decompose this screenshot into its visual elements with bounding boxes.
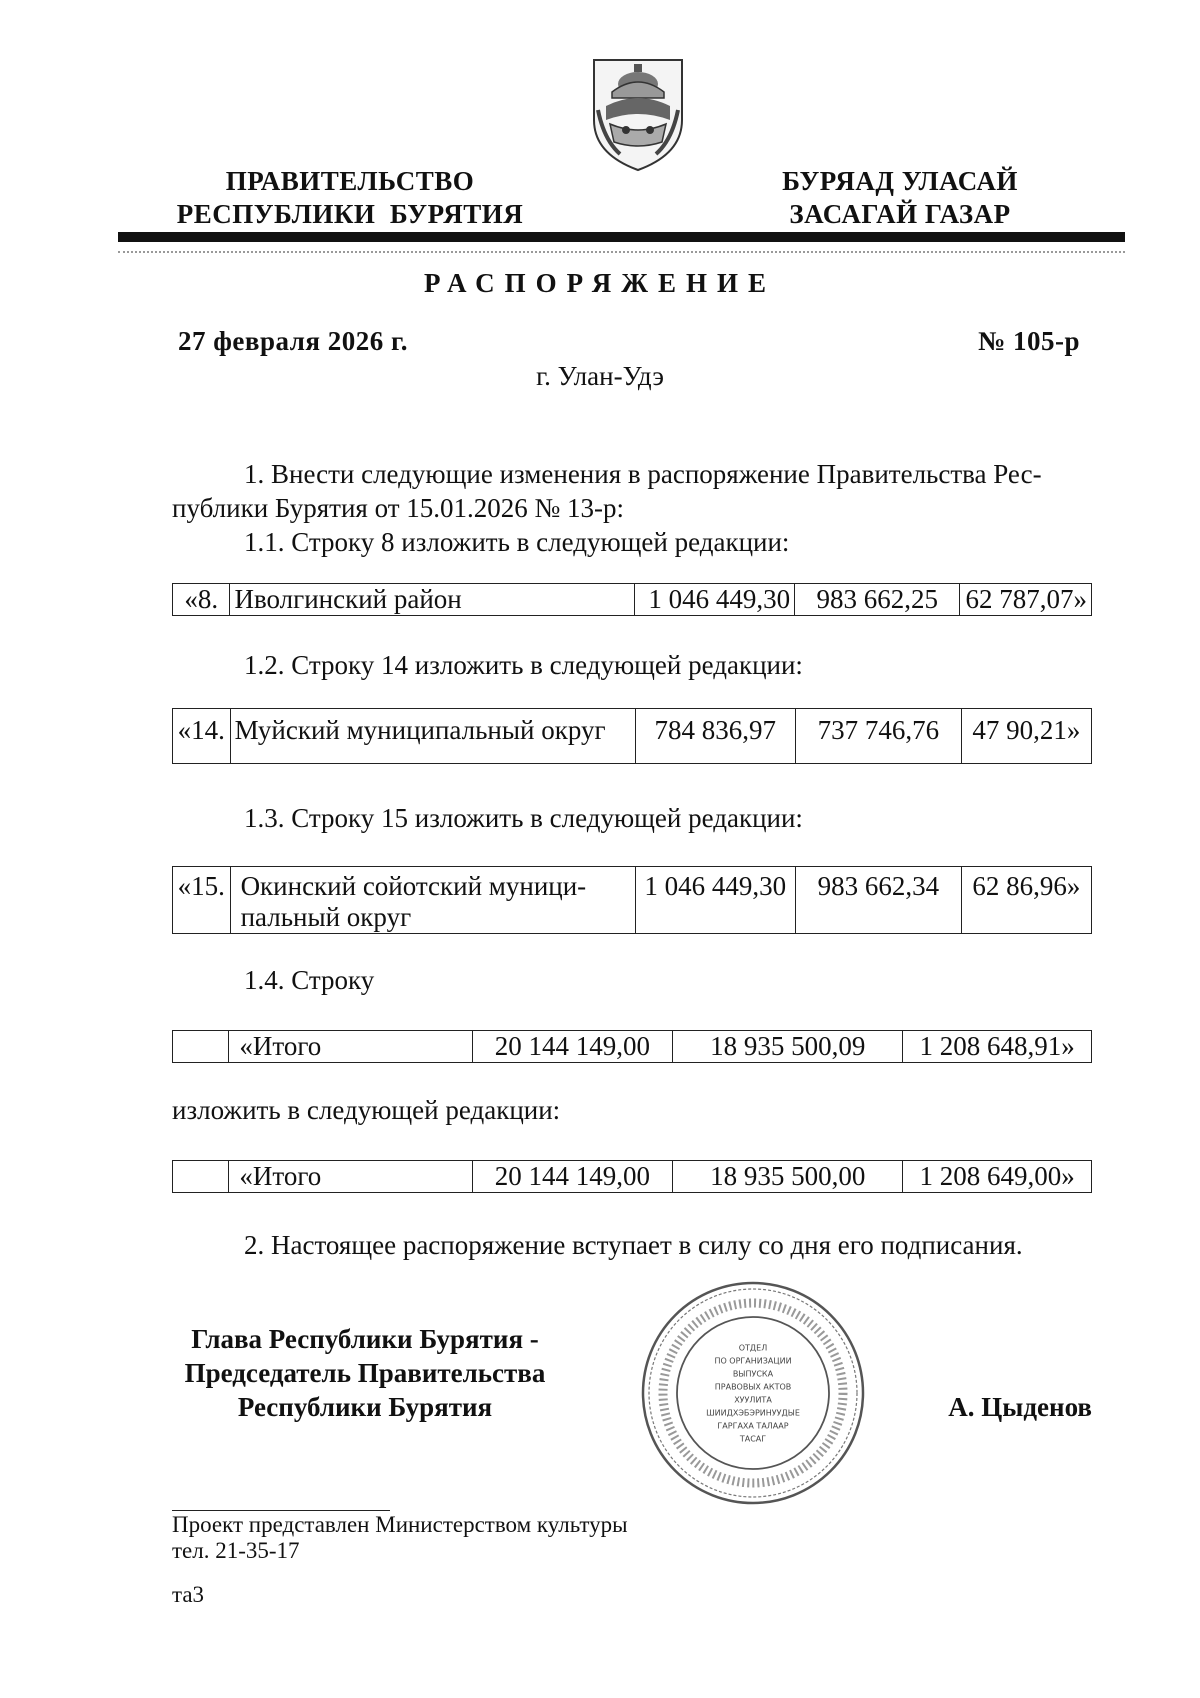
header-right xyxy=(750,165,1050,231)
cell-value-2: 737 746,76 xyxy=(796,709,962,764)
cell-number: «14. xyxy=(173,709,231,764)
header-divider-thick xyxy=(118,232,1125,242)
cell-value-2: 983 662,25 xyxy=(795,584,960,616)
cell-value-3: 62 787,07» xyxy=(960,584,1092,616)
paragraph-1-4-after: изложить в следующей редакции: xyxy=(172,1095,561,1125)
stamp-text-line: ТАСАГ xyxy=(739,1434,767,1444)
header-right-line1: БУРЯАД УЛАСАЙ xyxy=(782,166,1018,196)
paragraph-1-1: 1.1. Строку 8 изложить в следующей редакции: xyxy=(244,527,790,557)
cell-value-1: 20 144 149,00 xyxy=(472,1161,673,1193)
cell-value-3: 62 86,96» xyxy=(961,867,1091,934)
header-left-line2: РЕСПУБЛИКИ БУРЯТИЯ xyxy=(176,199,524,229)
cell-value-2: 983 662,34 xyxy=(796,867,962,934)
table-total-old xyxy=(172,1030,1092,1063)
stamp-text-line: ХУУЛИТА xyxy=(734,1395,772,1405)
stamp-text-line: ПО ОРГАНИЗАЦИИ xyxy=(714,1356,792,1366)
cell-number xyxy=(173,1161,229,1193)
table-row-8 xyxy=(172,583,1092,616)
footer-project-line: Проект представлен Министерством культуры xyxy=(172,1512,628,1537)
signature-title-line3: Республики Бурятия xyxy=(237,1392,493,1422)
cell-name-line1: Окинский сойотский муници- xyxy=(240,871,587,901)
paragraph-1-2: 1.2. Строку 14 изложить в следующей редакции: xyxy=(244,650,803,680)
cell-value-3: 1 208 649,00» xyxy=(903,1161,1092,1193)
cell-name: «Итого xyxy=(229,1161,472,1193)
cell-number: «15. xyxy=(173,867,231,934)
cell-value-1: 20 144 149,00 xyxy=(472,1031,673,1063)
cell-number xyxy=(173,1031,229,1063)
cell-name: «Итого xyxy=(229,1031,472,1063)
header-left-line1: ПРАВИТЕЛЬСТВО xyxy=(225,166,475,196)
signature-title-line2: Председатель Правительства xyxy=(184,1358,546,1388)
paragraph-1-line1: 1. Внести следующие изменения в распоряжение Правительства Рес- xyxy=(244,459,1042,489)
table-row-14 xyxy=(172,708,1092,764)
cell-value-2: 18 935 500,00 xyxy=(673,1161,903,1193)
cell-value-1: 1 046 449,30 xyxy=(634,584,794,616)
cell-value-1: 1 046 449,30 xyxy=(635,867,796,934)
footer-divider xyxy=(172,1510,390,1511)
document-title: РАСПОРЯЖЕНИЕ xyxy=(423,268,777,298)
stamp-text-line: ПРАВОВЫХ АКТОВ xyxy=(714,1382,792,1392)
table-total-new xyxy=(172,1160,1092,1193)
cell-name xyxy=(230,867,635,934)
cell-number: «8. xyxy=(173,584,230,616)
cell-value-2: 18 935 500,09 xyxy=(673,1031,903,1063)
stamp-text-line: ВЫПУСКА xyxy=(732,1369,774,1379)
cell-name: Иволгинский район xyxy=(230,584,634,616)
coat-of-arms-emblem xyxy=(590,50,686,174)
paragraph-2: 2. Настоящее распоряжение вступает в силу со дня его подписания. xyxy=(244,1230,1023,1260)
paragraph-1-4: 1.4. Строку xyxy=(244,965,375,995)
table-row xyxy=(173,867,1092,934)
footer-phone-line: тел. 21-35-17 xyxy=(172,1538,300,1563)
table-row xyxy=(173,584,1092,616)
document-date: 27 февраля 2026 г. xyxy=(178,326,408,356)
signature-title-line1: Глава Республики Бурятия - xyxy=(191,1324,539,1354)
signatory-name: А. Цыденов xyxy=(948,1392,1092,1422)
header-divider-dotted xyxy=(118,251,1125,253)
official-stamp-seal xyxy=(638,1278,868,1508)
document-number: № 105-р xyxy=(978,326,1080,356)
cell-value-3: 47 90,21» xyxy=(961,709,1091,764)
stamp-text-line: ШИИДХЭБЭРИНУУДЫЕ xyxy=(706,1408,800,1418)
table-row xyxy=(173,1161,1092,1193)
header-right-line2: ЗАСАГАЙ ГАЗАР xyxy=(789,199,1011,229)
signature-title xyxy=(170,1322,560,1424)
paragraph-1-line2: публики Бурятия от 15.01.2026 № 13-р: xyxy=(172,493,625,523)
paragraph-1 xyxy=(172,457,1092,559)
document-city: г. Улан-Удэ xyxy=(536,361,664,391)
paragraph-1-3: 1.3. Строку 15 изложить в следующей редакции: xyxy=(244,803,803,833)
cell-name-line2: пальный округ xyxy=(240,902,412,932)
table-row xyxy=(173,1031,1092,1063)
cell-name: Муйский муниципальный округ xyxy=(230,709,635,764)
stamp-text-line: ОТДЕЛ xyxy=(738,1343,768,1353)
footer-code: та3 xyxy=(172,1582,205,1607)
header-left xyxy=(160,165,540,231)
cell-value-1: 784 836,97 xyxy=(635,709,796,764)
table-row xyxy=(173,709,1092,764)
cell-value-3: 1 208 648,91» xyxy=(903,1031,1092,1063)
stamp-text-line: ГАРГАХА ТАЛААР xyxy=(717,1421,789,1431)
table-row-15 xyxy=(172,866,1092,934)
footer-note xyxy=(172,1512,628,1564)
